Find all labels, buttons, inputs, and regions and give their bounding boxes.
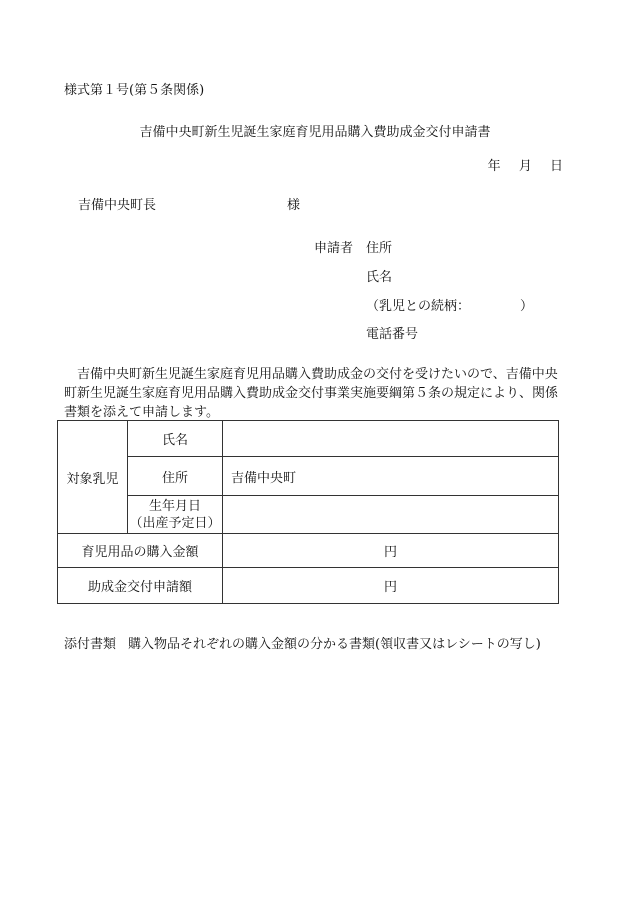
infant-birthdate-label	[128, 496, 223, 534]
attachment-label: 添付書類	[64, 637, 117, 652]
subject-infant-label: 対象乳児	[58, 421, 128, 534]
date-year: 年	[487, 159, 501, 174]
document-title: 吉備中央町新生児誕生家庭育児用品購入費助成金交付申請書	[139, 125, 491, 140]
table-row	[58, 568, 559, 604]
attachment-description: 購入物品それぞれの購入金額の分かる書類(領収書又はレシートの写し)	[128, 637, 541, 652]
purchase-amount-label: 育児用品の購入金額	[58, 534, 223, 568]
applicant-phone-label: 電話番号	[366, 327, 419, 342]
table-row	[58, 534, 559, 568]
addressee-name: 吉備中央町長	[78, 198, 157, 213]
subject-infant-table	[57, 420, 559, 604]
application-body-text: 吉備中央町新生児誕生家庭育児用品購入費助成金の交付を受けたいので、吉備中央町新生児誕生家庭育児用品購入費助成金交付事業実施要綱第５条の規定により、関係書類を添えて申請します。	[64, 367, 559, 420]
date-month: 月	[518, 159, 532, 174]
table-row	[58, 457, 559, 496]
applicant-relation-label: （乳児との続柄：	[366, 299, 471, 314]
infant-address-label: 住所	[128, 457, 223, 496]
grant-amount-label: 助成金交付申請額	[58, 568, 223, 604]
infant-name-label: 氏名	[128, 421, 223, 457]
applicant-relation-close: ）	[520, 299, 534, 314]
applicant-name-label: 氏名	[366, 270, 393, 285]
infant-birthdate-field[interactable]	[223, 496, 559, 534]
birthdate-label-line2: （出産予定日）	[129, 515, 221, 531]
date-line	[488, 155, 563, 174]
birthdate-label-line1: 生年月日	[148, 498, 201, 514]
form-number: 様式第１号(第５条関係)	[64, 83, 205, 98]
applicant-address-label: 住所	[366, 241, 393, 256]
grant-amount-field[interactable]: 円	[223, 568, 559, 604]
applicant-label: 申請者	[314, 241, 354, 256]
date-day: 日	[549, 159, 563, 174]
purchase-amount-field[interactable]: 円	[223, 534, 559, 568]
infant-address-field[interactable]: 吉備中央町	[223, 457, 559, 496]
addressee-honorific: 様	[287, 198, 301, 213]
table-row	[58, 496, 559, 534]
infant-name-field[interactable]	[223, 421, 559, 457]
table-row	[58, 421, 559, 457]
